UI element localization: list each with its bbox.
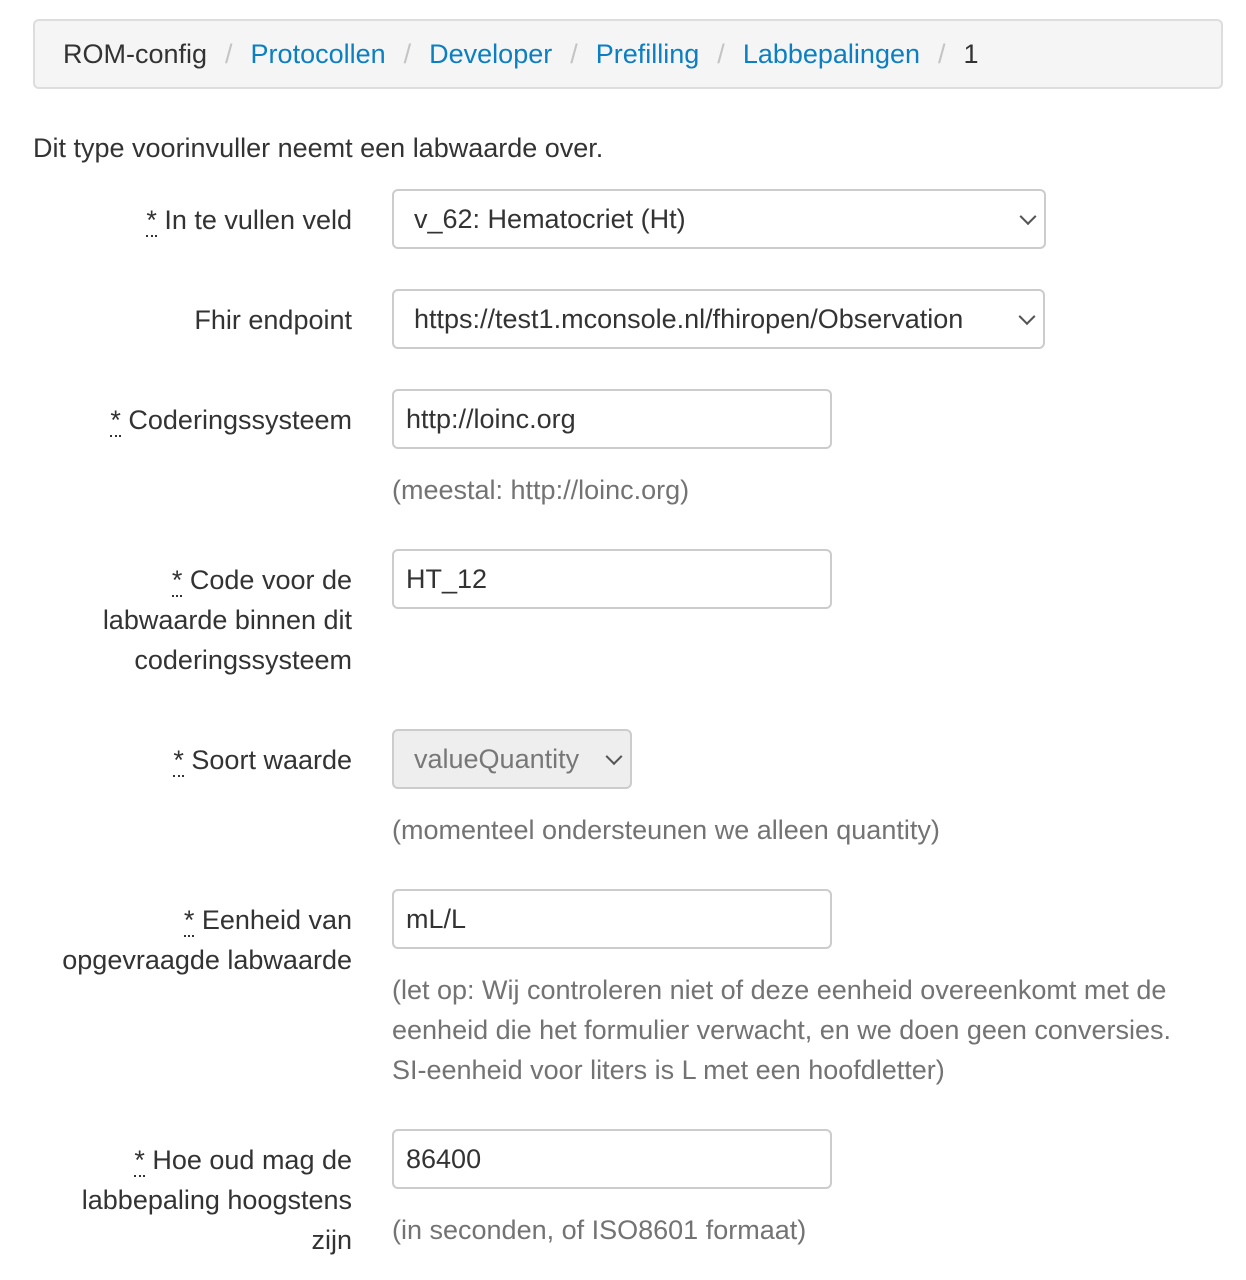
code-label: * Code voor de labwaarde binnen dit coderingssysteem [102,565,352,675]
fhir-endpoint-select[interactable]: https://test1.mconsole.nl/fhiropen/Observation [392,289,1045,349]
required-marker: * [146,205,157,235]
coding-system-help: (meestal: http://loinc.org) [392,475,690,505]
breadcrumb-link-protocollen[interactable]: Protocollen [250,38,386,69]
chevron-down-icon [1019,308,1036,325]
breadcrumb-link-developer[interactable]: Developer [429,38,553,69]
required-marker: * [110,405,121,435]
required-marker: * [173,745,184,775]
breadcrumb-link-labbepalingen[interactable]: Labbepalingen [742,38,920,69]
intro-text: Dit type voorinvuller neemt een labwaarde over. [33,133,604,163]
value-type-help: (momenteel ondersteunen we alleen quantity) [392,815,940,845]
max-age-input[interactable]: 86400 [392,1129,832,1189]
breadcrumb-item-rom-config: ROM-config [63,38,208,69]
breadcrumb-separator: / [225,38,233,69]
chevron-down-icon [606,748,623,765]
coding-system-input[interactable]: http://loinc.org [392,389,832,449]
required-marker: * [134,1145,145,1175]
coding-system-label: * Coderingssysteem [110,405,352,435]
required-marker: * [171,565,183,595]
fhir-endpoint-label: Fhir endpoint [194,305,352,335]
required-marker: * [183,905,195,935]
unit-label: * Eenheid van opgevraagde labwaarde [62,905,352,975]
breadcrumb-separator: / [403,38,412,69]
field-to-fill-label: * In te vullen veld [146,205,352,235]
chevron-down-icon [1020,208,1037,225]
breadcrumb-separator: / [938,38,946,69]
value-type-select[interactable]: valueQuantity [392,729,632,789]
breadcrumb-link-prefilling[interactable]: Prefilling [595,38,700,69]
breadcrumb-item-current: 1 [963,38,979,69]
unit-input[interactable]: mL/L [392,889,832,949]
breadcrumb-separator: / [717,38,725,69]
breadcrumb-separator: / [570,38,578,69]
code-input[interactable]: HT_12 [392,549,832,609]
max-age-label: * Hoe oud mag de labbepaling hoogstens zijn [81,1145,352,1255]
breadcrumb [33,19,1223,89]
unit-help: (let op: Wij controleren niet of deze eenheid overeenkomt met de eenheid die het formulier verwacht, en we doen geen conversies. SI-eenheid voor liters is L met een hoofdletter) [392,975,1171,1085]
field-to-fill-select[interactable]: v_62: Hematocriet (Ht) [392,189,1046,249]
value-type-label: * Soort waarde [173,745,352,775]
max-age-help: (in seconden, of ISO8601 formaat) [392,1215,807,1245]
